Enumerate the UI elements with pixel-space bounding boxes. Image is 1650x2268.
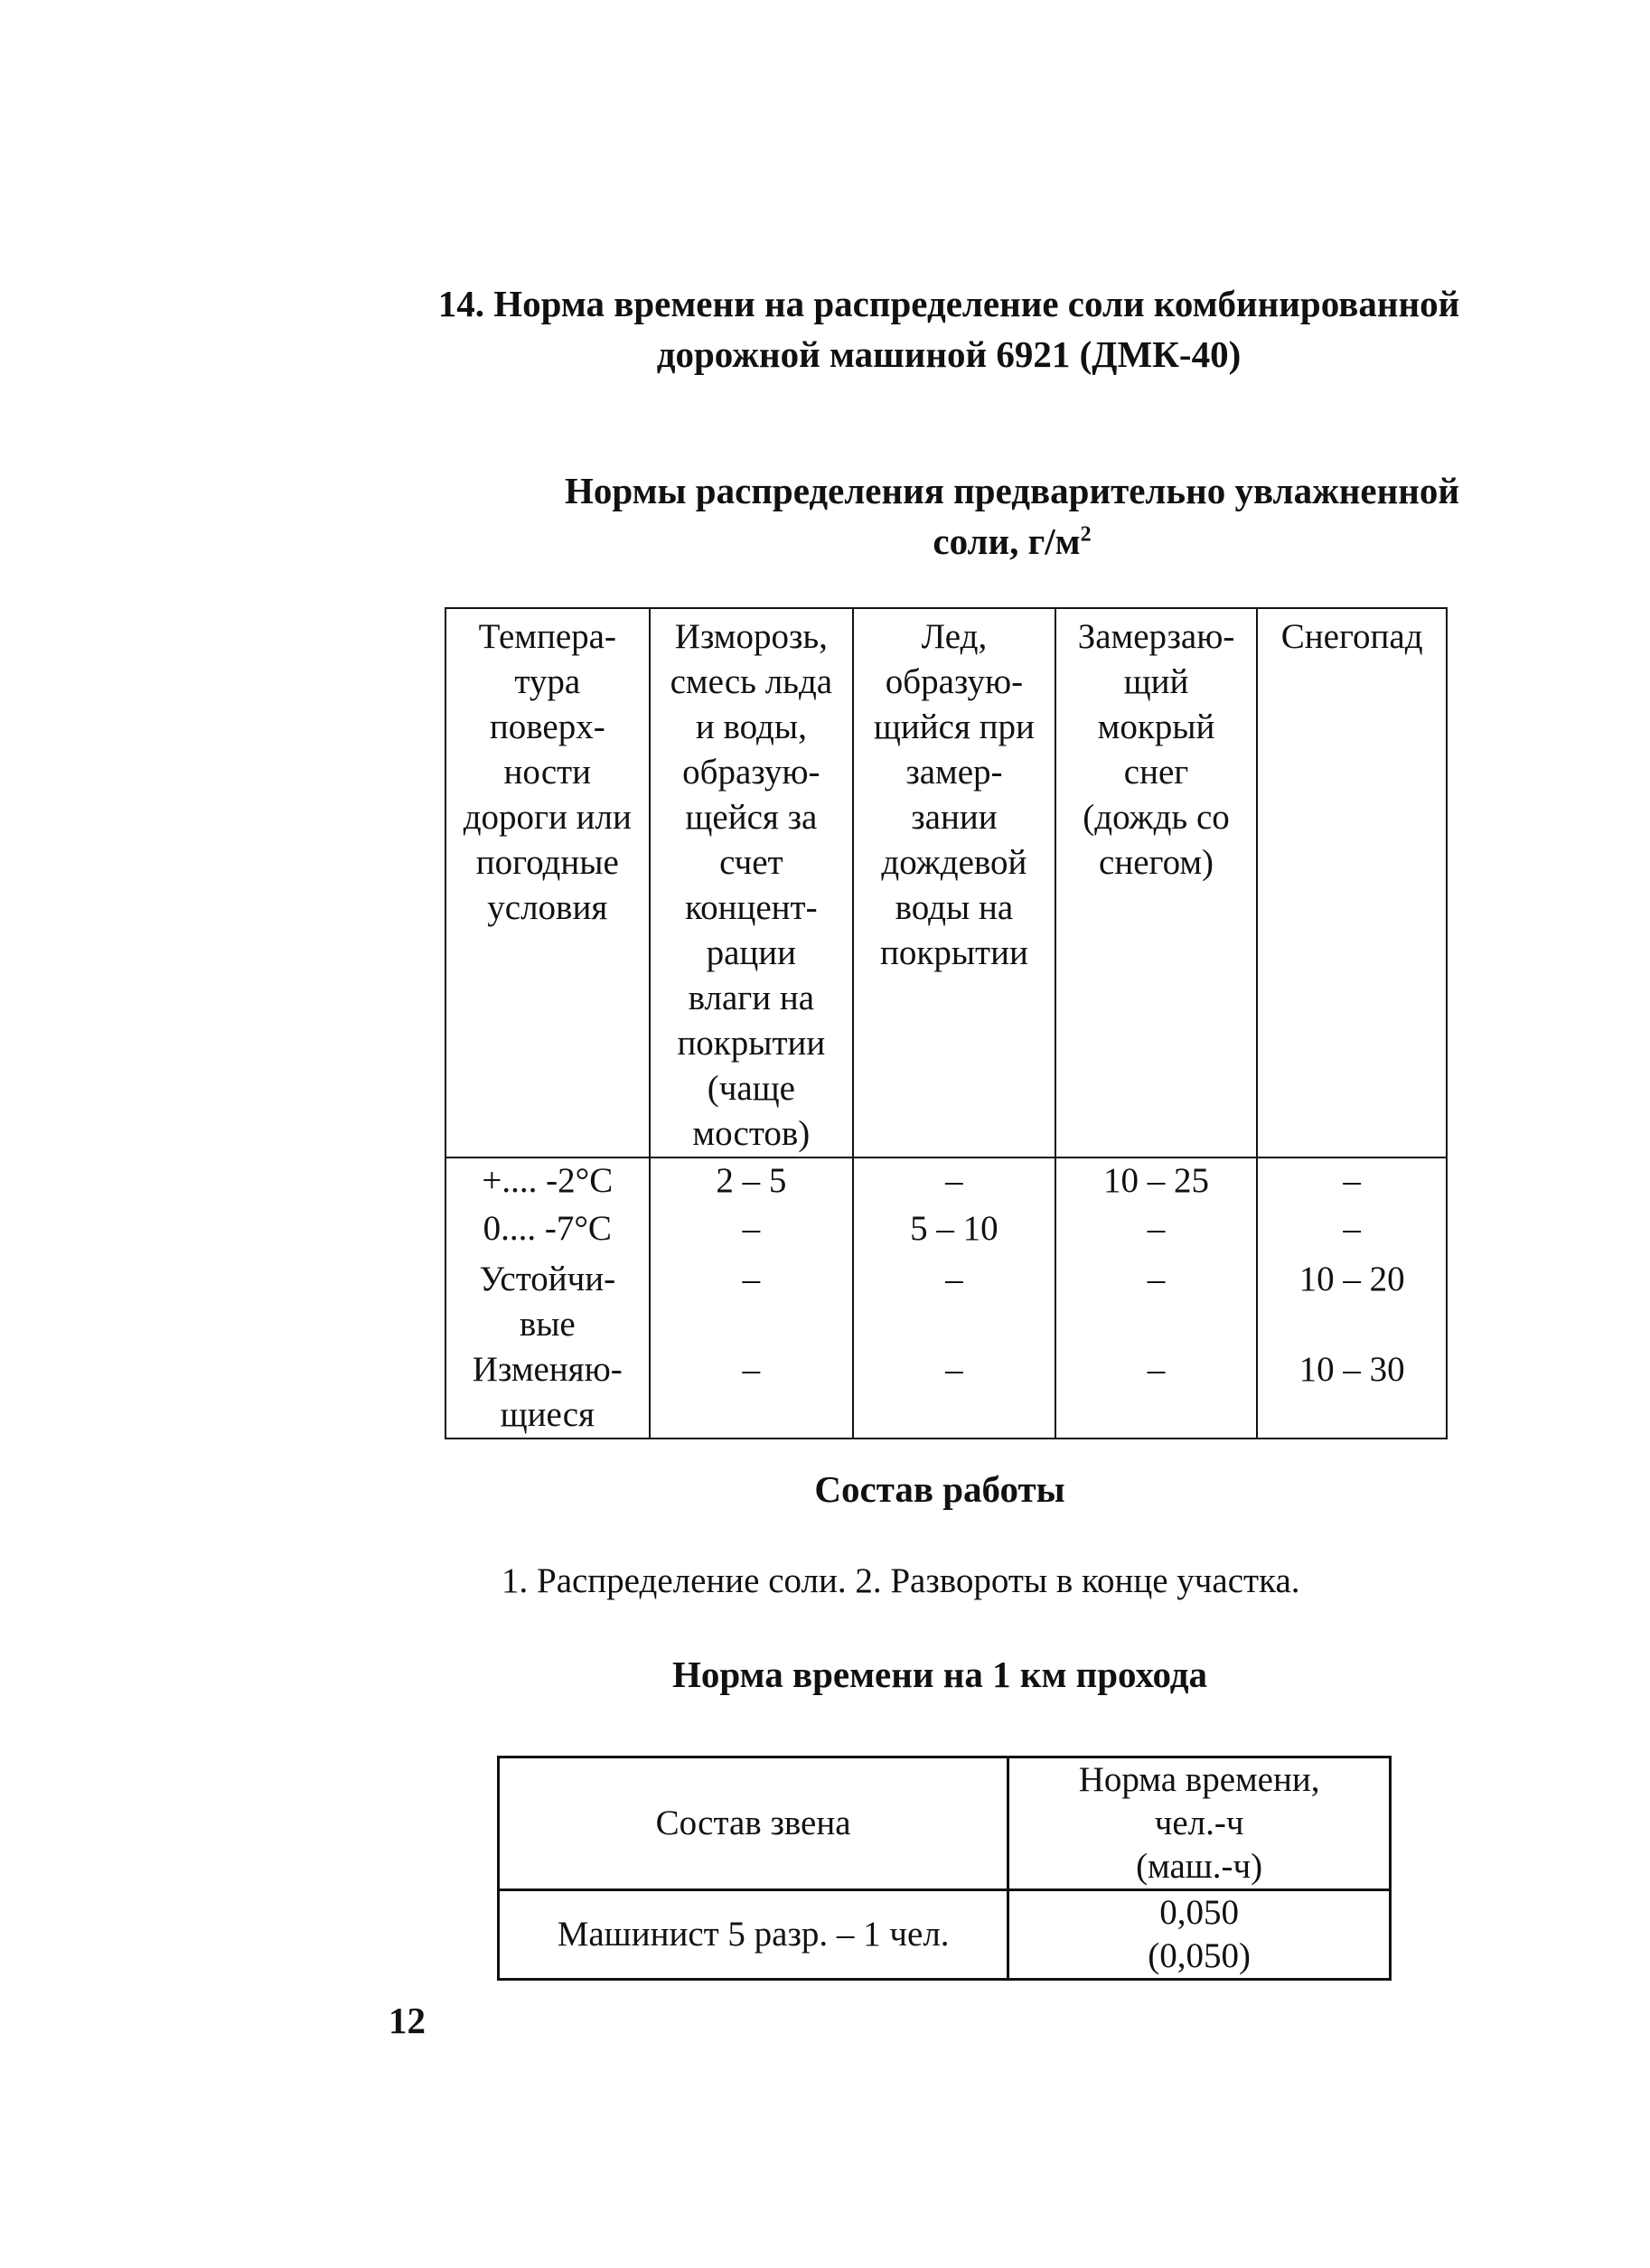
- norms-title-superscript: 2: [1080, 522, 1092, 547]
- norms-header-line: условия: [487, 888, 608, 927]
- norms-header-line: дороги или: [463, 798, 632, 837]
- norms-header-line: замер-: [905, 753, 1003, 792]
- norms-header-line: щий: [1123, 662, 1189, 701]
- norms-header-line: образую-: [885, 662, 1024, 701]
- norms-header-line: снег: [1123, 753, 1189, 792]
- time-norm-row: [499, 1890, 1391, 1980]
- norms-header-cell-2: [853, 608, 1055, 1157]
- norms-value-cell: 5 – 10: [853, 1206, 1055, 1257]
- norms-header-line: мокрый: [1097, 708, 1215, 746]
- norms-header-line: покрытии: [880, 933, 1028, 972]
- norm-value-line: 0,050: [1159, 1893, 1239, 1932]
- norms-value-cell: –: [650, 1206, 854, 1257]
- norms-header-line: поверх-: [489, 708, 605, 746]
- norms-header-cell-0: [445, 608, 650, 1157]
- header-norm-line: (маш.-ч): [1136, 1847, 1263, 1886]
- norms-condition-line: 0.... -7°C: [483, 1209, 612, 1248]
- norms-header-line: Замерзаю-: [1077, 617, 1235, 656]
- norm-value-line: (0,050): [1148, 1936, 1251, 1975]
- norms-header-line: щейся за: [685, 798, 818, 837]
- norms-value-cell: 10 – 20: [1257, 1257, 1447, 1347]
- norm-cell: [1008, 1890, 1391, 1980]
- norms-header-line: рации: [706, 933, 797, 972]
- crew-cell: Машинист 5 разр. – 1 чел.: [499, 1890, 1008, 1980]
- norms-header-line: ности: [503, 753, 592, 792]
- norms-header-line: снегом): [1099, 843, 1214, 882]
- page-number: 12: [389, 2000, 426, 2041]
- norms-header-cell-4: [1257, 608, 1447, 1157]
- norms-row: [445, 1157, 1447, 1206]
- norms-condition-line: Устойчи-: [479, 1260, 616, 1298]
- norms-header-line: Снегопад: [1280, 617, 1423, 656]
- norms-value-cell: –: [853, 1347, 1055, 1439]
- norms-value-cell: –: [853, 1257, 1055, 1347]
- norms-header-line: зании: [911, 798, 998, 837]
- norms-row: [445, 1347, 1447, 1439]
- norms-value-cell: –: [1055, 1257, 1258, 1347]
- time-norm-header-row: [499, 1757, 1391, 1890]
- salt-norms-table: [445, 607, 1448, 1439]
- header-norm-line: чел.-ч: [1154, 1804, 1244, 1842]
- norms-header-row: [445, 608, 1447, 1157]
- norms-header-line: счет: [719, 843, 783, 882]
- norms-header-line: Лед,: [921, 617, 988, 656]
- norms-title-line-2: [515, 516, 1509, 567]
- norms-condition-cell: [445, 1206, 650, 1257]
- norms-header-line: и воды,: [695, 708, 807, 746]
- time-norm-table: [497, 1756, 1392, 1981]
- page-title-line-2: дорожной машиной 6921 (ДМК-40): [656, 333, 1242, 375]
- norms-header-line: Изморозь,: [674, 617, 828, 656]
- norms-header-line: смесь льда: [670, 662, 833, 701]
- norms-header-cell-1: [650, 608, 854, 1157]
- norms-condition-line: Изменяю-: [472, 1350, 623, 1389]
- header-crew: Состав звена: [499, 1757, 1008, 1890]
- norms-condition-cell: [445, 1257, 650, 1347]
- norms-header-line: воды на: [895, 888, 1014, 927]
- norms-value-cell: –: [1257, 1206, 1447, 1257]
- norms-condition-line: +.... -2°C: [482, 1161, 614, 1200]
- norms-header-line: Темпера-: [478, 617, 616, 656]
- norms-condition-line: вые: [519, 1305, 576, 1344]
- norms-header-line: (чаще: [707, 1069, 795, 1108]
- norms-header-line: погодные: [475, 843, 619, 882]
- norms-title-line-1: Нормы распределения предварительно увлажненной: [565, 470, 1459, 511]
- time-norm-title: Норма времени на 1 км прохода: [671, 1654, 1208, 1695]
- norms-value-cell: –: [650, 1347, 854, 1439]
- composition-text: 1. Распределение соли. 2. Развороты в конце участка.: [502, 1561, 1300, 1600]
- norms-value-cell: –: [1055, 1206, 1258, 1257]
- norms-value-cell: –: [853, 1157, 1055, 1206]
- norms-value-cell: –: [650, 1257, 854, 1347]
- norms-header-cell-3: [1055, 608, 1258, 1157]
- norms-header-line: мостов): [692, 1114, 811, 1153]
- norms-condition-cell: [445, 1157, 650, 1206]
- norms-value-cell: 10 – 25: [1055, 1157, 1258, 1206]
- norms-header-line: образую-: [682, 753, 820, 792]
- header-norm: [1008, 1757, 1391, 1890]
- norms-value-cell: –: [1257, 1157, 1447, 1206]
- norms-value-cell: –: [1055, 1347, 1258, 1439]
- norms-header-line: концент-: [685, 888, 818, 927]
- norms-condition-cell: [445, 1347, 650, 1439]
- norms-header-line: дождевой: [881, 843, 1027, 882]
- norms-value-cell: 2 – 5: [650, 1157, 854, 1206]
- norms-header-line: покрытии: [677, 1024, 826, 1063]
- norms-header-line: (дождь со: [1083, 798, 1230, 837]
- norms-title-line-2-text: соли, г/м: [933, 520, 1081, 562]
- norms-header-line: влаги на: [688, 979, 815, 1017]
- page-title-line-1: 14. Норма времени на распределение соли комбинированной: [437, 283, 1460, 324]
- norms-header-line: тура: [514, 662, 581, 701]
- norms-row: [445, 1257, 1447, 1347]
- norms-body: [445, 1157, 1447, 1439]
- norms-row: [445, 1206, 1447, 1257]
- norms-condition-line: щиеся: [500, 1395, 595, 1434]
- composition-title: Состав работы: [814, 1468, 1065, 1510]
- page-title: [389, 278, 1509, 380]
- norms-header-line: щийся при: [873, 708, 1035, 746]
- norms-value-cell: 10 – 30: [1257, 1347, 1447, 1439]
- norms-title: [515, 465, 1509, 567]
- header-norm-line: Норма времени,: [1078, 1760, 1320, 1799]
